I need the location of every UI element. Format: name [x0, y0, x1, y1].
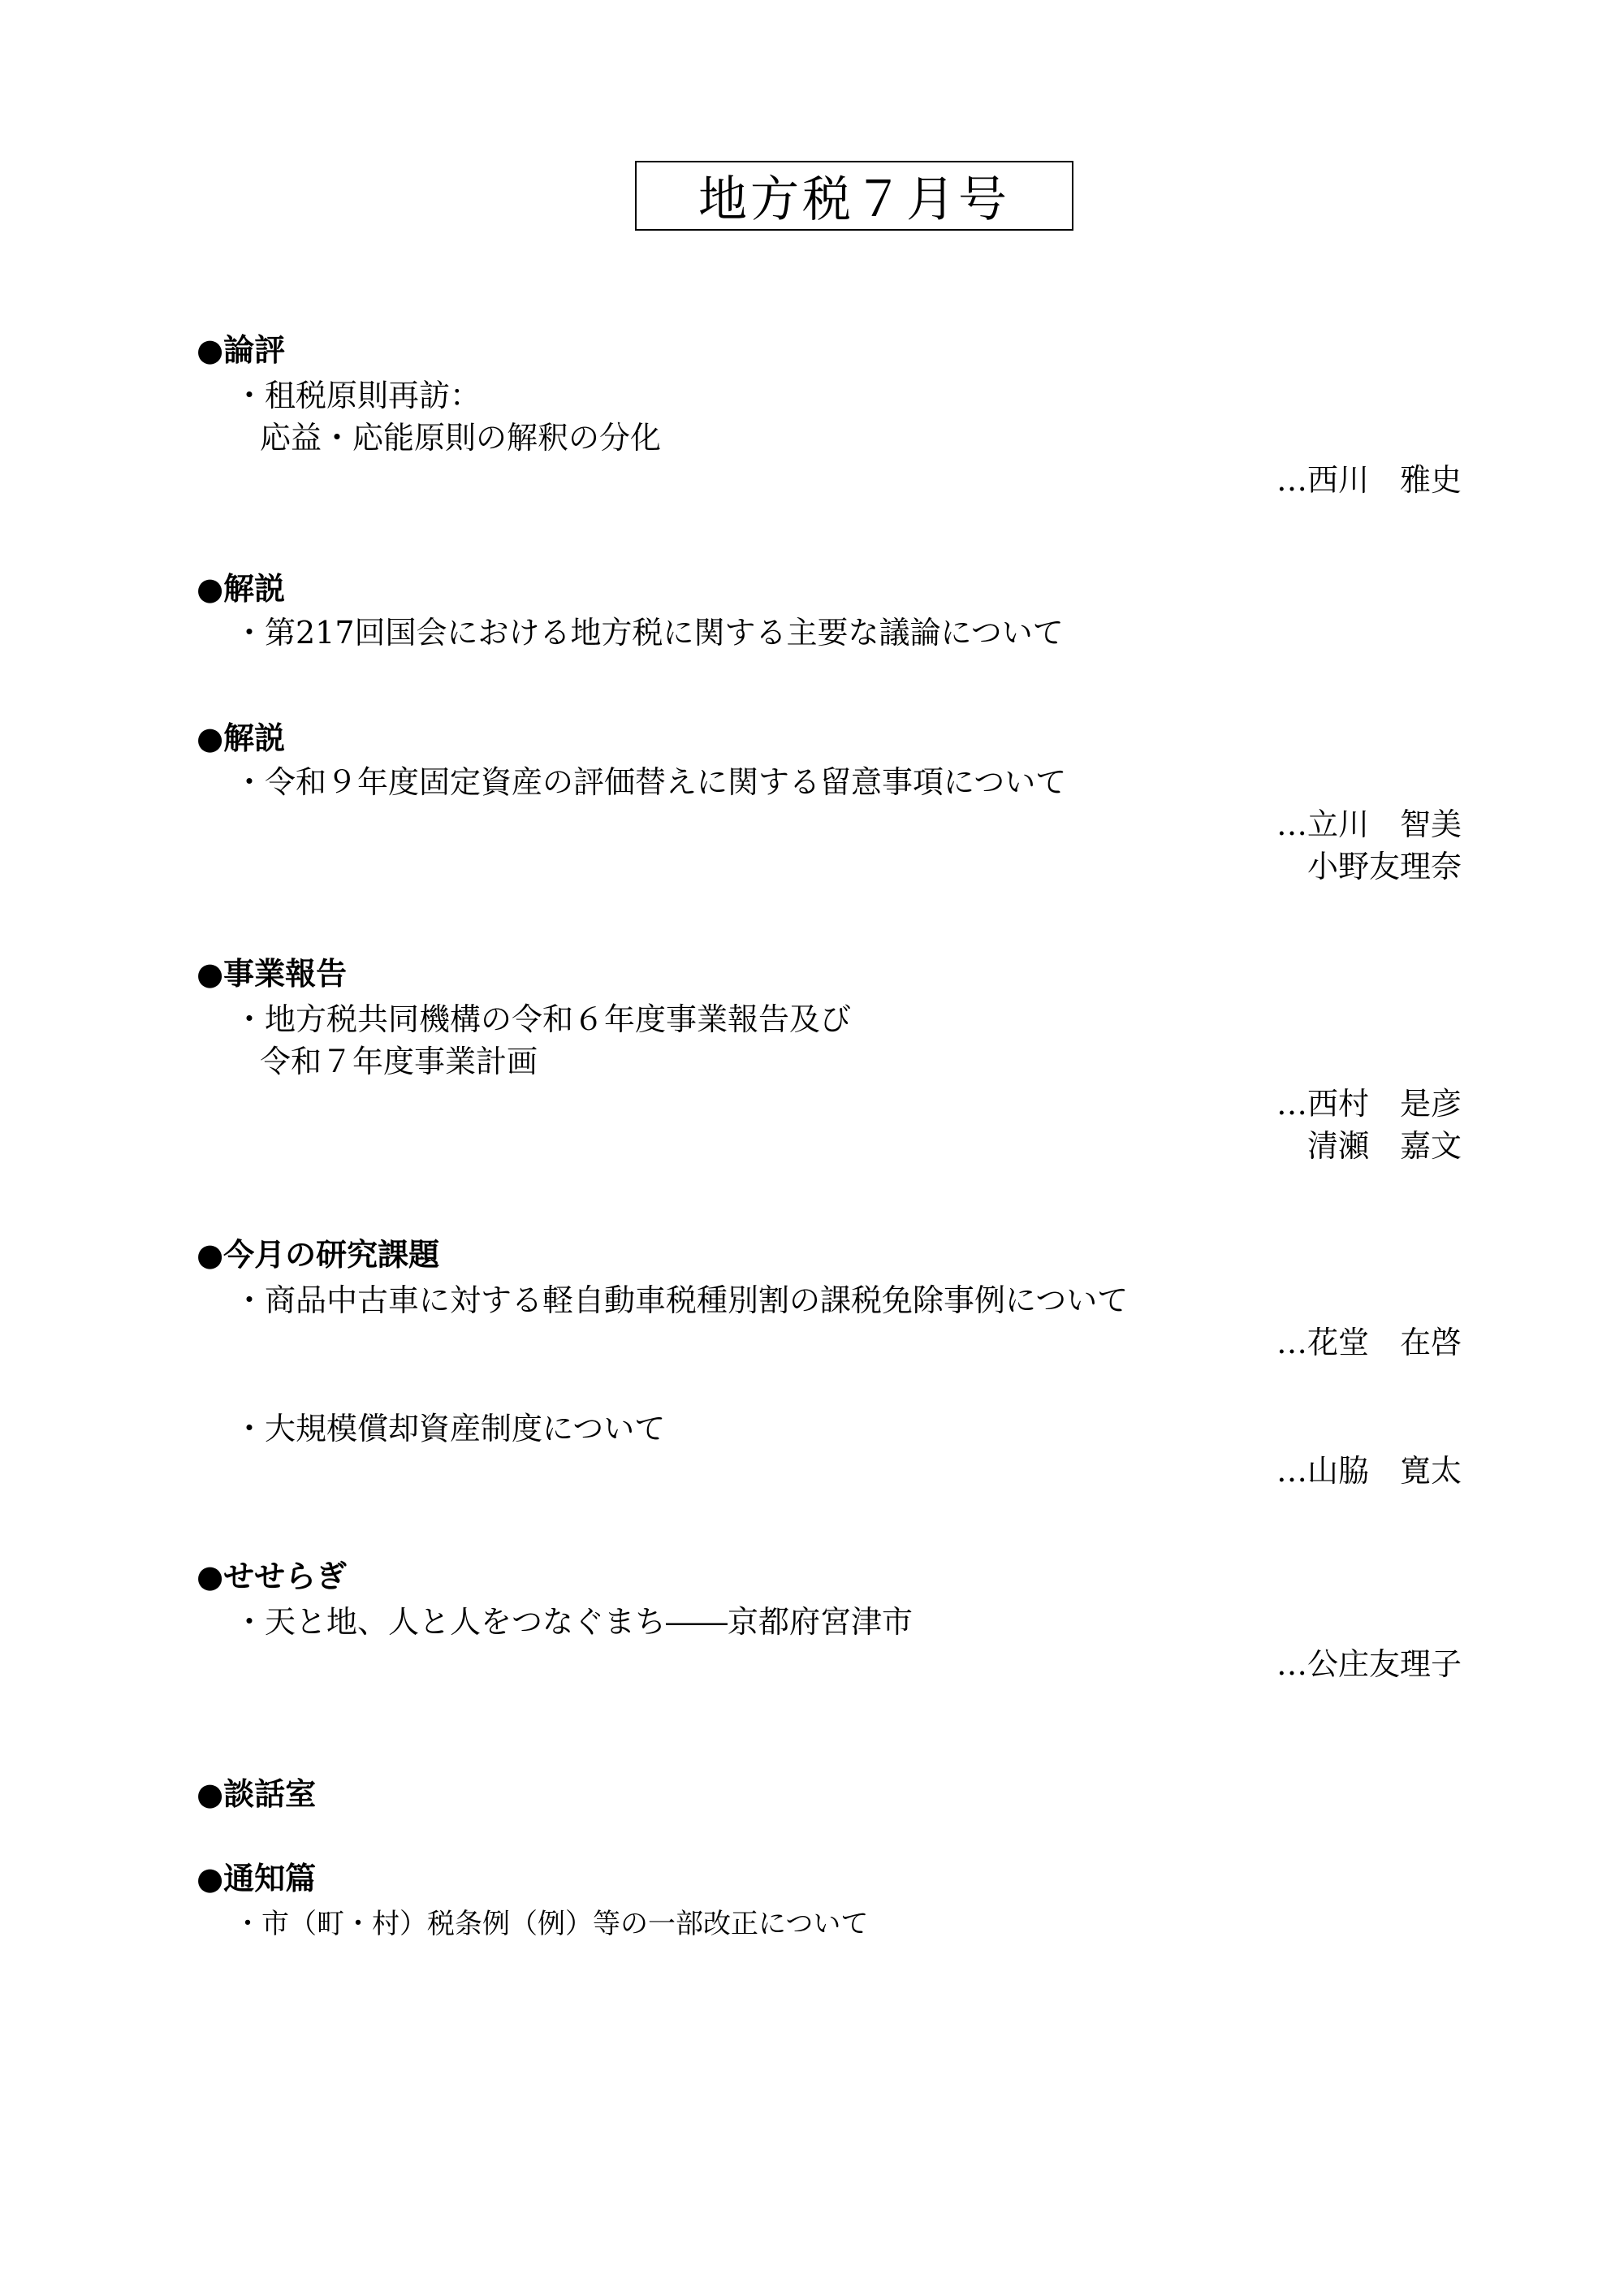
page-title: 地方税７月号 [635, 161, 1073, 231]
section-heading: ●解説 [197, 720, 286, 756]
article-author: …立川 智美 [1276, 806, 1462, 842]
article-title: ・第217回国会における地方税に関する主要な議論について [234, 615, 1064, 651]
article-author: …公庄友理子 [1276, 1646, 1462, 1682]
article-author: 清瀬 嘉文 [1307, 1128, 1462, 1164]
article-title: ・地方税共同機構の令和６年度事業報告及び [234, 1001, 852, 1037]
article-author: …花堂 在啓 [1276, 1325, 1462, 1360]
article-title: ・租税原則再訪： [234, 378, 482, 413]
section-heading: ●事業報告 [197, 956, 348, 992]
article-title: ・大規模償却資産制度について [234, 1411, 666, 1446]
section-heading: ●今月の研究課題 [197, 1237, 440, 1273]
article-author: …西村 是彦 [1276, 1086, 1462, 1122]
article-title: ・市（町・村）税条例（例）等の一部改正について [234, 1908, 869, 1940]
article-title: ・令和９年度固定資産の評価替えに関する留意事項について [234, 764, 1067, 800]
article-author: …山脇 寛太 [1276, 1453, 1462, 1489]
section-heading: ●せせらぎ [197, 1559, 348, 1594]
section-heading: ●談話室 [197, 1776, 317, 1812]
section-heading: ●通知篇 [197, 1861, 317, 1896]
article-title: ・商品中古車に対する軽自動車税種別割の課税免除事例について [234, 1282, 1129, 1318]
section-heading: ●解説 [197, 571, 286, 607]
section-heading: ●論評 [197, 332, 286, 368]
article-title-continued: 応益・応能原則の解釈の分化 [260, 420, 662, 456]
article-title-continued: 令和７年度事業計画 [260, 1044, 538, 1079]
article-title: ・天と地、人と人をつなぐまち――京都府宮津市 [234, 1604, 914, 1640]
article-author: 小野友理奈 [1307, 849, 1462, 884]
article-author: …西川 雅史 [1276, 462, 1462, 498]
